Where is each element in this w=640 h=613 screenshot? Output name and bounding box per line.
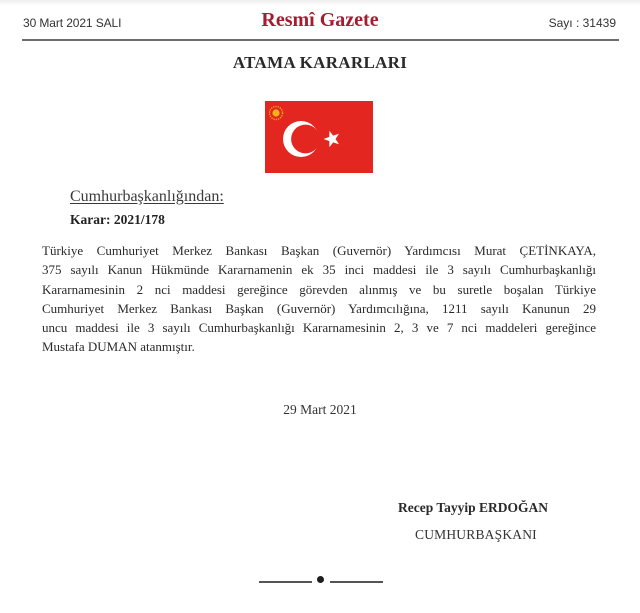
- body-line: Mustafa DUMAN atanmıştır.: [42, 339, 195, 355]
- body-line: Cumhuriyet Merkez Bankası Başkan (Guvernör) Yardımcılığına, 1211 sayılı Kanunun 29: [42, 300, 596, 316]
- issuer-heading: Cumhurbaşkanlığından:: [70, 188, 224, 205]
- signer-title: CUMHURBAŞKANI: [415, 527, 537, 542]
- page-top-shadow: [0, 0, 640, 6]
- signer-name: Recep Tayyip ERDOĞAN: [398, 500, 549, 515]
- decision-number: Karar: 2021/178: [70, 212, 165, 227]
- body-line: uncu maddesi ile 3 sayılı Cumhurbaşkanlığı Kararnamesinin 2, 3 ve 7 nci maddeleri gereğince: [42, 320, 596, 336]
- section-title: ATAMA KARARLARI: [232, 53, 408, 72]
- body-line: Kararnamesinin 2 nci maddesi gereğince görevden alınmış ve bu suretle boşalan Türkiye: [42, 281, 596, 297]
- gazette-title: Resmî Gazete: [261, 9, 379, 31]
- turkish-flag-icon: [265, 101, 373, 173]
- ornament-dot-icon: [317, 576, 324, 583]
- body-line: Türkiye Cumhuriyet Merkez Bankası Başkan (Guvernör) Yardımcısı Murat ÇETİNKAYA,: [42, 243, 596, 258]
- ornament-rule-left: [259, 581, 312, 583]
- issue-number: Sayı : 31439: [548, 16, 616, 30]
- signing-date: 29 Mart 2021: [283, 402, 357, 417]
- header-date: 30 Mart 2021 SALI: [23, 16, 122, 30]
- body-line: 375 sayılı Kanun Hükmünde Kararnamenin ek 35 inci maddesi ile 3 sayılı Cumhurbaşkanlığı: [42, 262, 596, 278]
- ornament-rule-right: [330, 581, 383, 583]
- header-divider: [22, 39, 619, 41]
- end-ornament: [259, 574, 383, 588]
- decision-body: [42, 241, 596, 357]
